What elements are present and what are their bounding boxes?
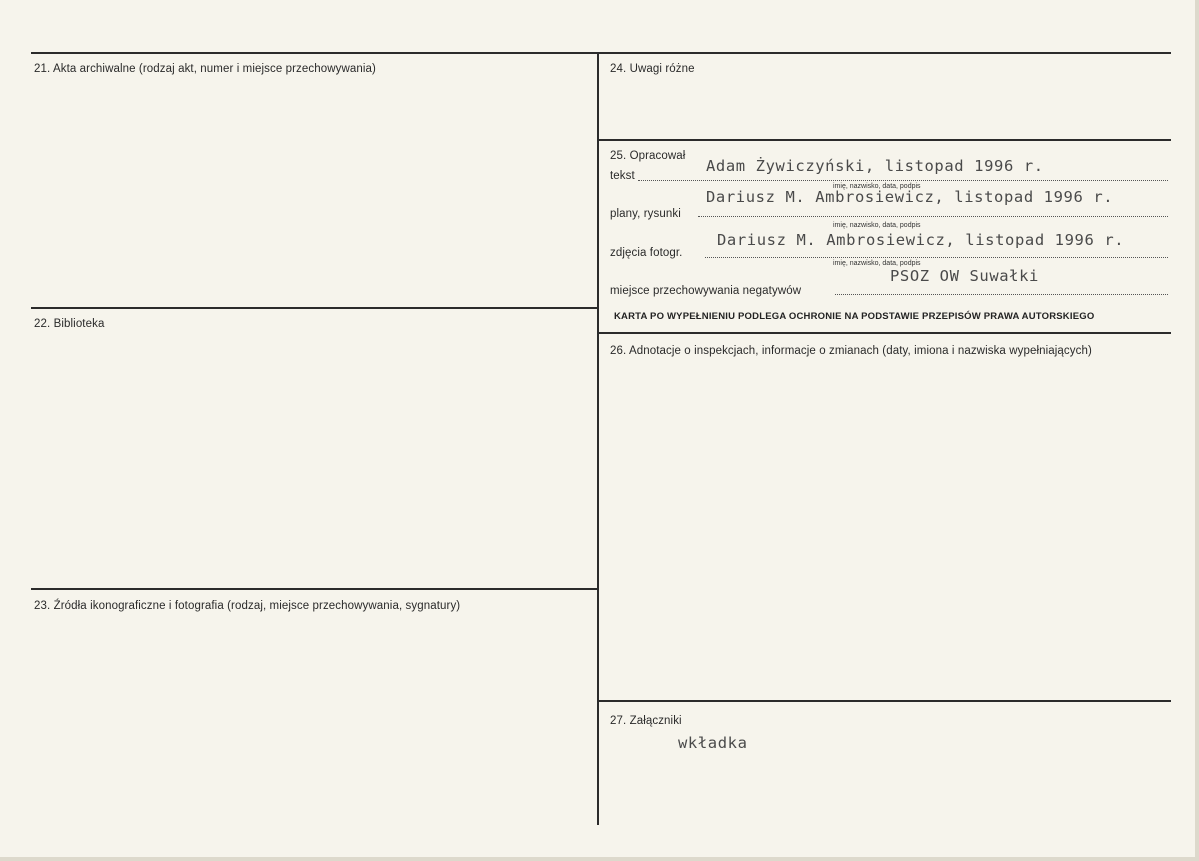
tekst-label: tekst bbox=[610, 170, 635, 182]
tekst-value: Adam Żywiczyński, listopad 1996 r. bbox=[706, 157, 1044, 175]
zdjecia-label: zdjęcia fotogr. bbox=[610, 247, 683, 259]
zdjecia-dotted-line bbox=[705, 257, 1168, 258]
copyright-notice: KARTA PO WYPEŁNIENIU PODLEGA OCHRONIE NA PODSTAWIE PRZEPISÓW PRAWA AUTORSKIEGO bbox=[614, 311, 1095, 322]
negatywy-dotted-line bbox=[835, 294, 1168, 295]
negatywy-label: miejsce przechowywania negatywów bbox=[610, 285, 802, 297]
top-rule bbox=[31, 52, 1171, 54]
tekst-dotted-line bbox=[638, 180, 1168, 181]
card-edge-right bbox=[1195, 0, 1199, 861]
field-22-label: 22. Biblioteka bbox=[34, 318, 105, 330]
field-27-value: wkładka bbox=[678, 734, 748, 752]
field-23-label: 23. Źródła ikonograficzne i fotografia (rodzaj, miejsce przechowywania, sygnatury) bbox=[34, 600, 461, 612]
zdjecia-hint: imię, nazwisko, data, podpis bbox=[833, 260, 921, 267]
rule-22-23 bbox=[31, 588, 598, 590]
center-divider bbox=[597, 52, 599, 825]
plany-value: Dariusz M. Ambrosiewicz, listopad 1996 r. bbox=[706, 188, 1114, 206]
rule-26-27 bbox=[598, 700, 1171, 702]
zdjecia-value: Dariusz M. Ambrosiewicz, listopad 1996 r. bbox=[717, 231, 1125, 249]
tekst-hint: imię, nazwisko, data, podpis bbox=[833, 183, 921, 190]
field-27-label: 27. Załączniki bbox=[610, 715, 682, 727]
rule-21-22 bbox=[31, 307, 598, 309]
plany-label: plany, rysunki bbox=[610, 208, 681, 220]
plany-hint: imię, nazwisko, data, podpis bbox=[833, 222, 921, 229]
card-edge-bottom bbox=[0, 857, 1199, 861]
rule-24-25 bbox=[598, 139, 1171, 141]
negatywy-value: PSOZ OW Suwałki bbox=[890, 267, 1039, 285]
field-24-label: 24. Uwagi różne bbox=[610, 63, 695, 75]
field-26-label: 26. Adnotacje o inspekcjach, informacje o zmianach (daty, imiona i nazwiska wypełniających) bbox=[610, 345, 1092, 357]
rule-25-26 bbox=[598, 332, 1171, 334]
field-21-label: 21. Akta archiwalne (rodzaj akt, numer i miejsce przechowywania) bbox=[34, 63, 376, 75]
plany-dotted-line bbox=[698, 216, 1168, 217]
field-25-label: 25. Opracował bbox=[610, 150, 686, 162]
